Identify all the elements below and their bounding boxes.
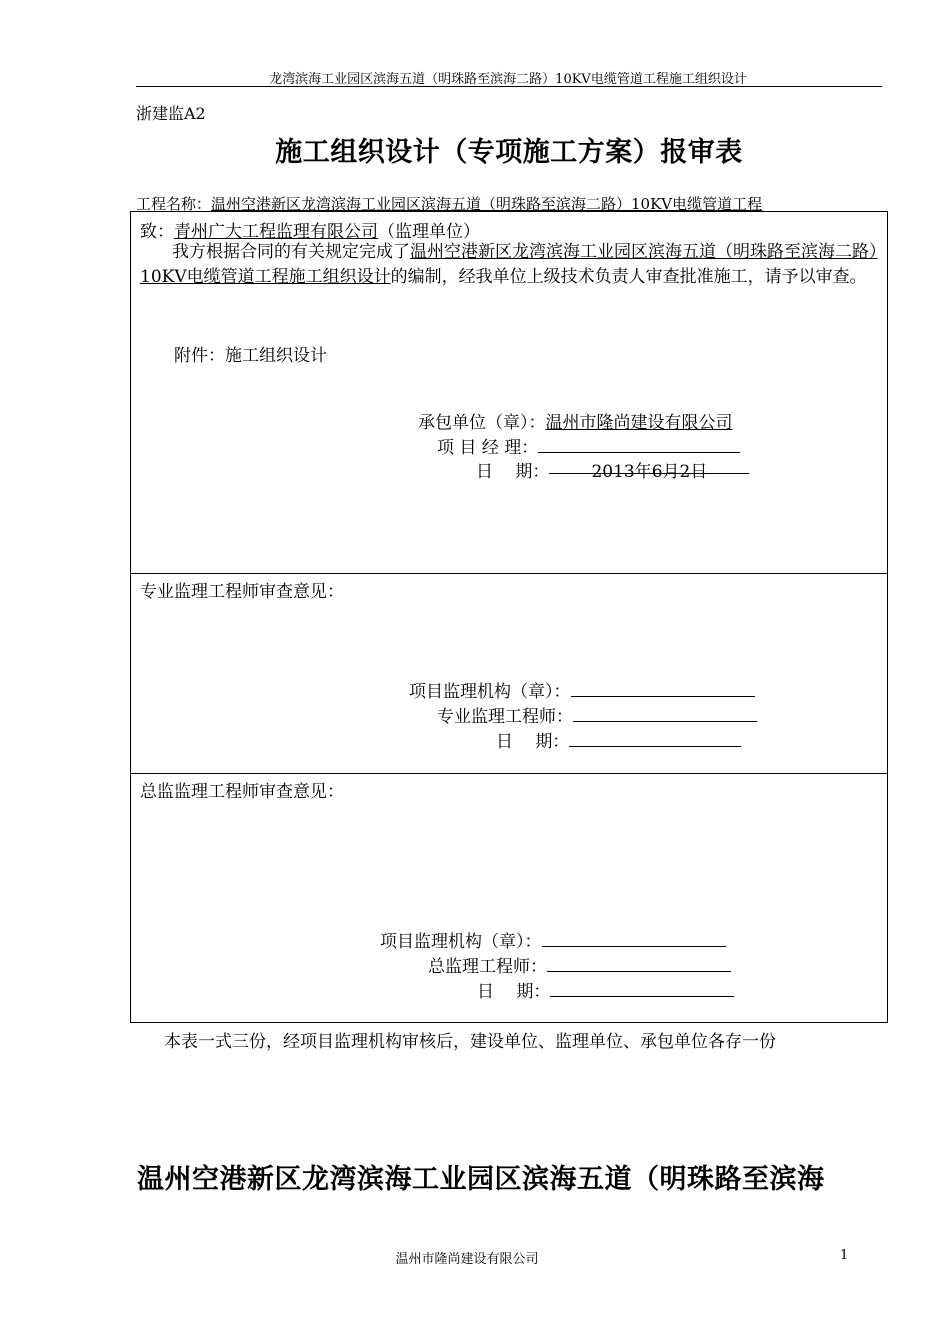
contractor-label: 承包单位（章）： <box>418 413 546 433</box>
submission-paragraph <box>140 240 882 290</box>
project-name: 温州空港新区龙湾滨海工业园区滨海五道（明珠路至滨海二路）10KV电缆管道工程 <box>211 195 763 213</box>
section-divider-2 <box>130 773 888 774</box>
date-blank-3 <box>550 980 734 997</box>
chief-engineer-line <box>428 952 731 977</box>
addressee-unit: 青州广大工程监理有限公司 <box>174 222 378 242</box>
page-number: 1 <box>840 1248 849 1263</box>
body-project: 温州空港新区龙湾滨海工业园区滨海五道（明珠路至滨海二路）10KV电缆管道工程施工组织设计 <box>140 242 878 287</box>
supervision-org-line-1 <box>409 677 755 702</box>
date-value-1: 2013年6月2日 <box>549 457 749 474</box>
date-label-1: 日 期： <box>476 462 550 482</box>
section-divider-1 <box>130 573 888 574</box>
attachment-line: 附件：施工组织设计 <box>174 346 327 366</box>
specialist-engineer-label: 专业监理工程师： <box>437 707 573 727</box>
copies-note: 本表一式三份，经项目监理机构审核后，建设单位、监理单位、承包单位各存一份 <box>164 1032 776 1052</box>
form-table <box>130 211 888 1023</box>
date-line-1 <box>476 457 749 482</box>
date-label-2: 日 期： <box>496 732 570 752</box>
supervision-org-label-1: 项目监理机构（章）： <box>409 682 571 702</box>
supervision-org-label-2: 项目监理机构（章）： <box>380 932 542 952</box>
form-code: 浙建监A2 <box>136 104 206 123</box>
form-title: 施工组织设计（专项施工方案）报审表 <box>275 137 743 168</box>
contractor-value: 温州市隆尚建设有限公司 <box>545 413 733 433</box>
date-label-3: 日 期： <box>477 982 551 1002</box>
supervision-org-blank-2 <box>542 930 726 947</box>
manager-signature-blank <box>538 436 740 453</box>
date-blank-2 <box>569 730 741 747</box>
date-line-2 <box>496 727 741 752</box>
footer-company: 温州市隆尚建设有限公司 <box>395 1252 539 1267</box>
next-section-heading: 温州空港新区龙湾滨海工业园区滨海五道（明珠路至滨海 <box>137 1164 825 1195</box>
chief-engineer-label: 总监理工程师： <box>428 957 547 977</box>
specialist-engineer-blank <box>573 705 757 722</box>
body-intro: 我方根据合同的有关规定完成了 <box>172 242 410 262</box>
manager-line <box>437 433 740 458</box>
specialist-opinion-heading: 专业监理工程师审查意见： <box>140 582 344 602</box>
header-rule <box>136 86 882 87</box>
running-header: 龙湾滨海工业园区滨海五道（明珠路至滨海二路）10KV电缆管道工程施工组织设计 <box>269 72 747 87</box>
project-label: 工程名称： <box>136 195 212 213</box>
date-line-3 <box>477 977 734 1002</box>
chief-engineer-blank <box>547 955 731 972</box>
addressee-suffix: （监理单位） <box>378 222 480 242</box>
supervision-org-line-2 <box>380 927 726 952</box>
supervision-org-blank-1 <box>571 680 755 697</box>
contractor-line <box>418 408 733 433</box>
body-closing: 的编制，经我单位上级技术负责人审查批准施工，请予以审查。 <box>390 267 867 287</box>
addressee-label: 致： <box>140 222 174 242</box>
specialist-engineer-line <box>437 702 757 727</box>
manager-label: 项 目 经 理： <box>437 438 539 458</box>
addressee-line <box>140 217 480 242</box>
chief-opinion-heading: 总监监理工程师审查意见： <box>140 782 344 802</box>
